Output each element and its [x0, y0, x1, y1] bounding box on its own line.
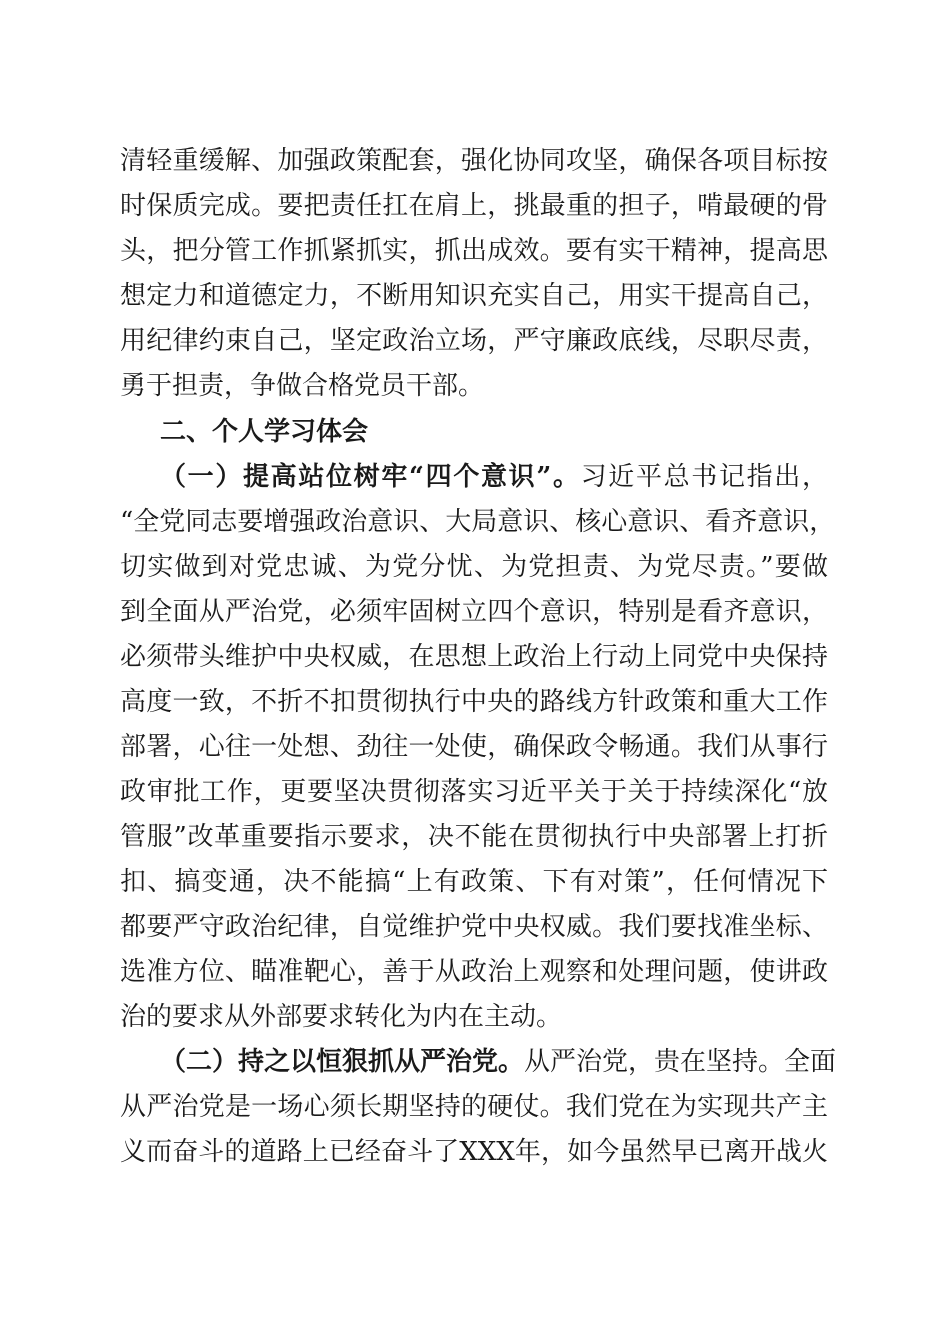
sub1-line: 必须带头维护中央权威，在思想上政治上行动上同党中央保持 — [120, 642, 828, 672]
sub1-line: 扣、搞变通，决不能搞“上有政策、下有对策”，任何情况下 — [120, 867, 828, 897]
sub1-line: 部署，心往一处想、劲往一处使，确保政令畅通。我们从事行 — [120, 732, 828, 762]
sub2-line: 从严治党是一场心须长期坚持的硬仗。我们党在为实现共产主 — [120, 1092, 828, 1122]
para1-line: 头，把分管工作抓紧抓实，抓出成效。要有实干精神，提高思 — [120, 236, 828, 266]
sub1-line: 高度一致，不折不扣贯彻执行中央的路线方针政策和重大工作 — [120, 687, 828, 717]
sub1-line: 治的要求从外部要求转化为内在主动。 — [120, 1002, 563, 1032]
sub1-line: 政审批工作，更要坚决贯彻落实习近平关于关于持续深化“放 — [120, 777, 828, 807]
para1-line: 想定力和道德定力，不断用知识充实自己，用实干提高自己， — [120, 281, 828, 311]
para1-line: 时保质完成。要把责任扛在肩上，挑最重的担子，啃最硬的骨 — [120, 191, 828, 221]
sub1-line: “全党同志要增强政治意识、大局意识、核心意识、看齐意识， — [120, 507, 836, 537]
sub1-line: 都要严守政治纪律，自觉维护党中央权威。我们要找准坐标、 — [120, 912, 828, 942]
sub1-line: 管服”改革重要指示要求，决不能在贯彻执行中央部署上打折 — [120, 822, 828, 852]
sub1-line: 选准方位、瞄准靶心，善于从政治上观察和处理问题，使讲政 — [120, 957, 828, 987]
sub1-first-line-text: 习近平总书记指出， — [580, 462, 828, 492]
section-heading: 二、个人学习体会 — [160, 417, 369, 447]
sub2-line: 义而奋斗的道路上已经奋斗了XXX年，如今虽然早已离开战火 — [120, 1137, 828, 1167]
sub2-heading: （二）持之以恒狠抓从严治党。 — [160, 1047, 525, 1077]
sub1-first-line — [160, 455, 828, 499]
para1-line: 清轻重缓解、加强政策配套，强化协同攻坚，确保各项目标按 — [120, 146, 828, 176]
sub2-first-line-text: 从严治党，贵在坚持。全面 — [524, 1047, 837, 1077]
sub2-first-line — [160, 1040, 837, 1084]
sub1-line: 到全面从严治党，必须牢固树立四个意识，特别是看齐意识， — [120, 597, 828, 627]
sub1-line: 切实做到对党忠诚、为党分忧、为党担责、为党尽责。”要做 — [120, 552, 828, 582]
sub1-heading: （一）提高站位树牢“四个意识”。 — [160, 462, 581, 492]
para1-line: 用纪律约束自己，坚定政治立场，严守廉政底线，尽职尽责， — [120, 326, 828, 356]
para1-line: 勇于担责，争做合格党员干部。 — [120, 371, 485, 401]
